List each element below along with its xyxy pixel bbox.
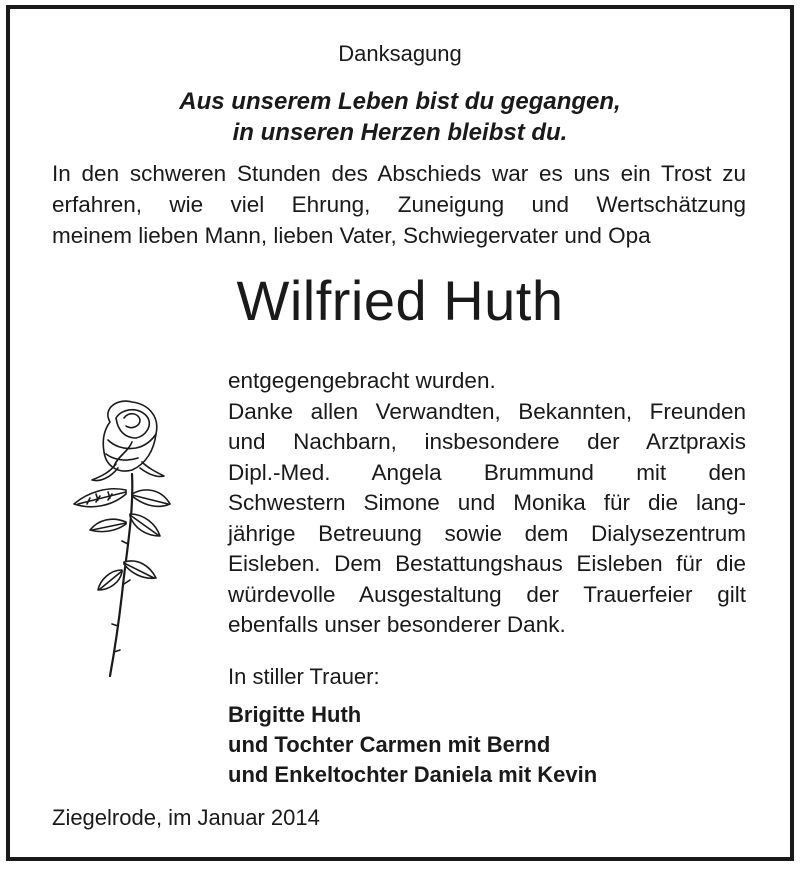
body-line: jährige Betreuung sowie dem Dialysezentrum [228,520,746,546]
signatory-line: und Enkeltochter Daniela mit Kevin [228,762,598,787]
intro-paragraph [52,158,746,251]
body-line: würdevolle Ausgestaltung der Trauerfeier gilt [228,581,746,607]
body-line: und Nachbarn, insbesondere der Arztpraxis [228,429,746,454]
body-line: Schwestern Simone und Monika für die lang- [228,490,746,515]
signatory-line: und Tochter Carmen mit Bernd [228,732,551,757]
deceased-name: Wilfried Huth [236,269,564,332]
mourning-label: In stiller Trauer: [228,664,380,689]
motto-line-2: in unseren Herzen bleibst du. [232,119,568,146]
body-line: entgegengebracht wurden. [228,368,496,393]
notice-heading: Danksagung [338,41,462,66]
place-date: Ziegelrode, im Januar 2014 [52,805,320,830]
intro-line: In den schweren Stunden des Abschieds war es uns ein Trost zu [52,161,746,186]
body-line: ebenfalls unser besonderer Dank. [228,612,566,637]
body-line: Dipl.-Med. Angela Brummund mit den [228,459,746,485]
body-line: Danke allen Verwandten, Bekannten, Freunden [228,398,746,424]
intro-line: erfahren, wie viel Ehrung, Zuneigung und Wertschätzung [52,192,746,217]
intro-line: meinem lieben Mann, lieben Vater, Schwiegervater und Opa [52,223,651,248]
rose-icon [52,394,182,684]
body-line: Eisleben. Dem Bestattungshaus Eisleben für die [228,551,746,576]
signatory-line: Brigitte Huth [228,702,362,727]
motto-line-1: Aus unserem Leben bist du gegangen, [179,88,621,115]
thanks-paragraph [228,366,746,641]
